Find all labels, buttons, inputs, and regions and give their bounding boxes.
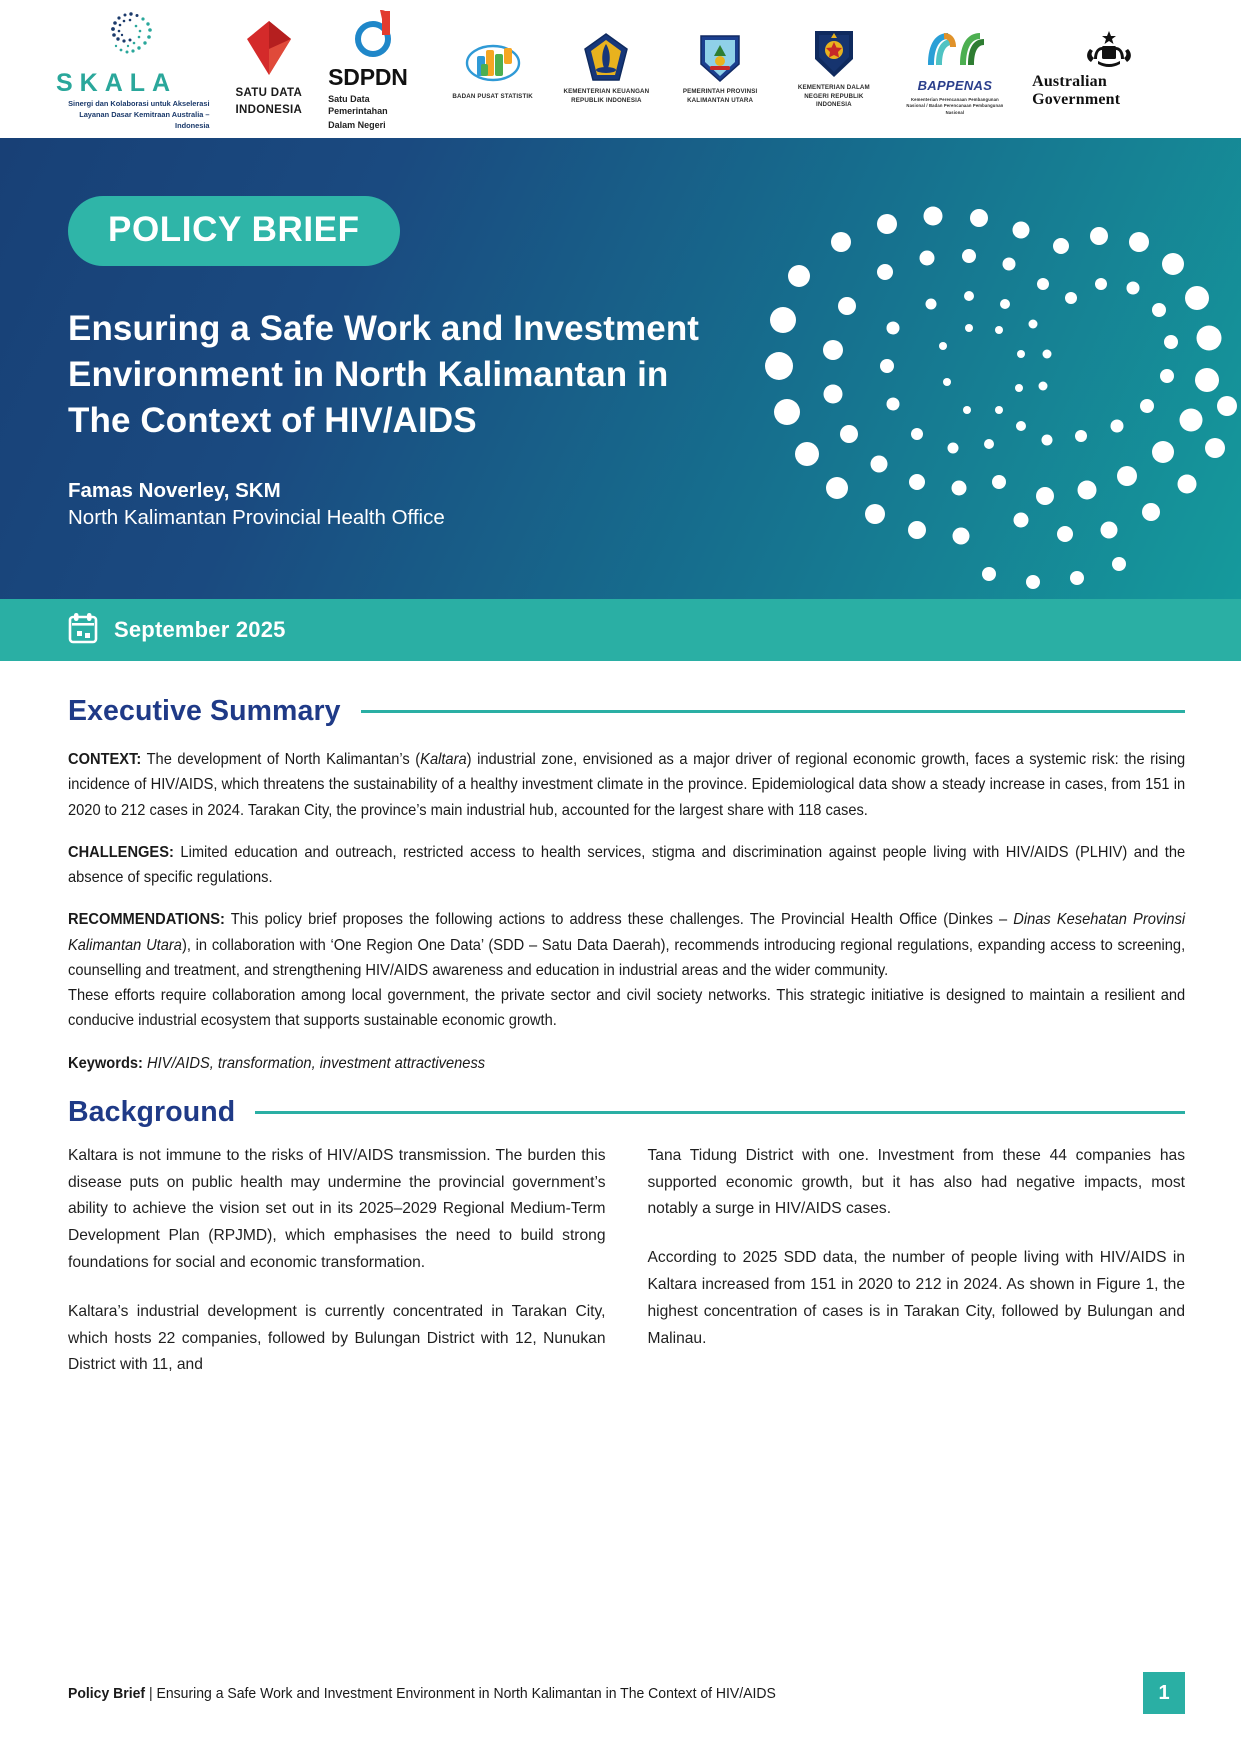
- background-paragraph: Kaltara is not immune to the risks of HIV/AIDS transmission. The burden this disease puts on public health may undermine the provincial government’s ability to achieve the vision set out in its 2025–2029 Regional Medium-Term Development Plan (RPJMD), which emphasises the need to build strong foundations for social and economic transformation.: [68, 1146, 606, 1271]
- logo-sdpdn: [328, 7, 423, 131]
- executive-summary-body: [68, 747, 1185, 1076]
- sdpdn-wordmark: SDPDN: [328, 64, 408, 91]
- logo-bappenas: [904, 22, 1006, 115]
- keywords-label: Keywords:: [68, 1054, 143, 1072]
- satu-data-line2: INDONESIA: [235, 104, 303, 116]
- kemendagri-caption: KEMENTERIAN DALAM NEGERI REPUBLIK INDONESIA: [797, 83, 870, 109]
- satu-data-diamond-icon: [245, 19, 293, 77]
- keywords-paragraph: [68, 1051, 1185, 1076]
- logo-kemendagri: [790, 28, 878, 111]
- recommendations-paragraph: [68, 907, 1185, 1033]
- page-title: Ensuring a Safe Work and Investment Environment in North Kalimantan in The Context of HIV/AIDS: [68, 309, 700, 441]
- skala-tagline: Sinergi dan Kolaborasi untuk Akselerasi Layanan Dasar Kemitraan Australia – Indonesia: [68, 99, 210, 130]
- challenges-label: CHALLENGES:: [68, 843, 174, 861]
- sdpdn-sub1: Satu Data Pemerintahan: [328, 93, 388, 116]
- kemenkeu-caption: KEMENTERIAN KEUANGAN REPUBLIK INDONESIA: [563, 88, 650, 104]
- background-paragraph: Tana Tidung District with one. Investment from these 44 companies has supported economic growth, but it has also had negative impacts, most notably a surge in HIV/AIDS cases.: [647, 1146, 1185, 1218]
- page-footer: [0, 1662, 1241, 1754]
- sdpdn-mark-icon: [352, 7, 398, 57]
- satu-data-line1: SATU DATA: [235, 86, 303, 99]
- recommendations-label: RECOMMENDATIONS:: [68, 911, 225, 929]
- heading-rule: [255, 1111, 1185, 1115]
- policy-brief-badge: POLICY BRIEF: [68, 196, 400, 266]
- calendar-icon: [68, 612, 98, 649]
- bappenas-wordmark: BAPPENAS: [917, 78, 993, 94]
- context-label: CONTEXT:: [68, 751, 142, 768]
- skala-wordmark: SKALA: [56, 69, 178, 98]
- footer-label: Policy Brief: [68, 1686, 146, 1702]
- publication-date: September 2025: [114, 617, 286, 642]
- background-paragraph: According to 2025 SDD data, the number of people living with HIV/AIDS in Kaltara increased from 151 in 2020 to 212 in 2024. As shown in Figure 1, the highest concentration of cases is in Tarakan City, followed by Bulungan and Malinau.: [647, 1249, 1185, 1347]
- kemenkeu-emblem-icon: [583, 32, 629, 84]
- logo-bps: [449, 37, 537, 102]
- heading-rule: [361, 710, 1185, 714]
- hero-banner: [0, 138, 1241, 599]
- recommendations-text-1: This policy brief proposes the following actions to address these challenges. The Provincial Health Office (Dinkes –: [224, 911, 1014, 929]
- kaltara-caption: PEMERINTAH PROVINSI KALIMANTAN UTARA: [682, 88, 758, 104]
- bappenas-caption: Kementerian Perencanaan Pembangunan Nasional / Badan Perencanaan Pembangunan Nasional: [906, 97, 1004, 115]
- author-name: Famas Noverley, SKM: [68, 478, 281, 502]
- footer-title: Ensuring a Safe Work and Investment Environment in North Kalimantan in The Context of HIV/AIDS: [156, 1686, 776, 1702]
- bappenas-mark-icon: [922, 22, 988, 74]
- kaltara-emblem-icon: [697, 32, 743, 84]
- logo-skala: [56, 6, 210, 131]
- challenges-text: Limited education and outreach, restricted access to health services, stigma and discrimination against people living with HIV/AIDS (PLHIV) and the absence of specific regulations.: [68, 843, 1186, 886]
- footer-separator: |: [148, 1686, 153, 1702]
- context-italic: Kaltara: [420, 751, 467, 768]
- kemendagri-emblem-icon: [811, 28, 857, 80]
- executive-summary-header: [68, 695, 1185, 728]
- executive-summary-heading: Executive Summary: [68, 695, 341, 727]
- recommendations-text-2: ), in collaboration with ‘One Region One Data’ (SDD – Satu Data Daerah), recommends introducing regional regulations, expanding access to screening, counselling and treatment, and strengthening HIV/AIDS awareness and education in industrial areas and the wider community.: [68, 936, 1186, 979]
- background-paragraph: Kaltara’s industrial development is currently concentrated in Tarakan City, which hosts 22 companies, followed by Bulungan District with 12, Nunukan District with 11, and: [68, 1302, 606, 1374]
- page-number-badge: 1: [1143, 1672, 1185, 1714]
- skala-swirl-icon: [105, 6, 161, 62]
- logo-satu-data-indonesia: [236, 19, 303, 120]
- keywords-value: HIV/AIDS, transformation, investment attractiveness: [142, 1054, 486, 1072]
- background-header: [68, 1096, 1185, 1129]
- background-right-column: [648, 1143, 1186, 1380]
- context-text-1: The development of North Kalimantan’s (: [141, 751, 421, 768]
- author-organisation: North Kalimantan Provincial Health Office: [68, 505, 445, 529]
- context-text-2: ) industrial zone, envisioned as a major driver of regional economic growth, faces a systemic risk: the rising incidence of HIV/AIDS, which threatens the sustainability of a healthy investment climate in the province. Epidemiological data show a steady increase in cases, from 151 in 2020 to 212 cases in 2024. Tarakan City, the province’s main industrial hub, accounted for the largest share with 118 cases.: [68, 751, 1186, 819]
- footer-text: [68, 1686, 776, 1702]
- challenges-paragraph: [68, 840, 1185, 891]
- background-heading: Background: [68, 1095, 236, 1128]
- australian-coat-of-arms-icon: [1082, 29, 1136, 71]
- publication-date-bar: [0, 599, 1241, 661]
- bps-emblem-icon: [465, 37, 521, 89]
- document-body: [0, 661, 1241, 1379]
- logo-pemprov-kaltara: [676, 32, 764, 106]
- australian-government-wordmark: Australian Government: [1032, 73, 1121, 108]
- logo-australian-government: [1032, 29, 1185, 109]
- background-columns: [68, 1143, 1185, 1380]
- recommendations-italic: Dinas Kesehatan Provinsi Kalimantan Utara: [68, 911, 1186, 954]
- bps-caption: BADAN PUSAT STATISTIK: [452, 92, 533, 100]
- context-paragraph: [68, 747, 1185, 823]
- recommendations-text-3: These efforts require collaboration among local government, the private sector and civil society networks. This strategic initiative is designed to maintain a resilient and conducive industrial ecosystem that supports sustainable economic growth.: [68, 987, 1186, 1030]
- partner-logo-strip: [0, 0, 1241, 138]
- logo-kemenkeu: [563, 32, 651, 106]
- background-left-column: [68, 1143, 606, 1380]
- sdpdn-sub2: Dalam Negeri: [328, 119, 386, 130]
